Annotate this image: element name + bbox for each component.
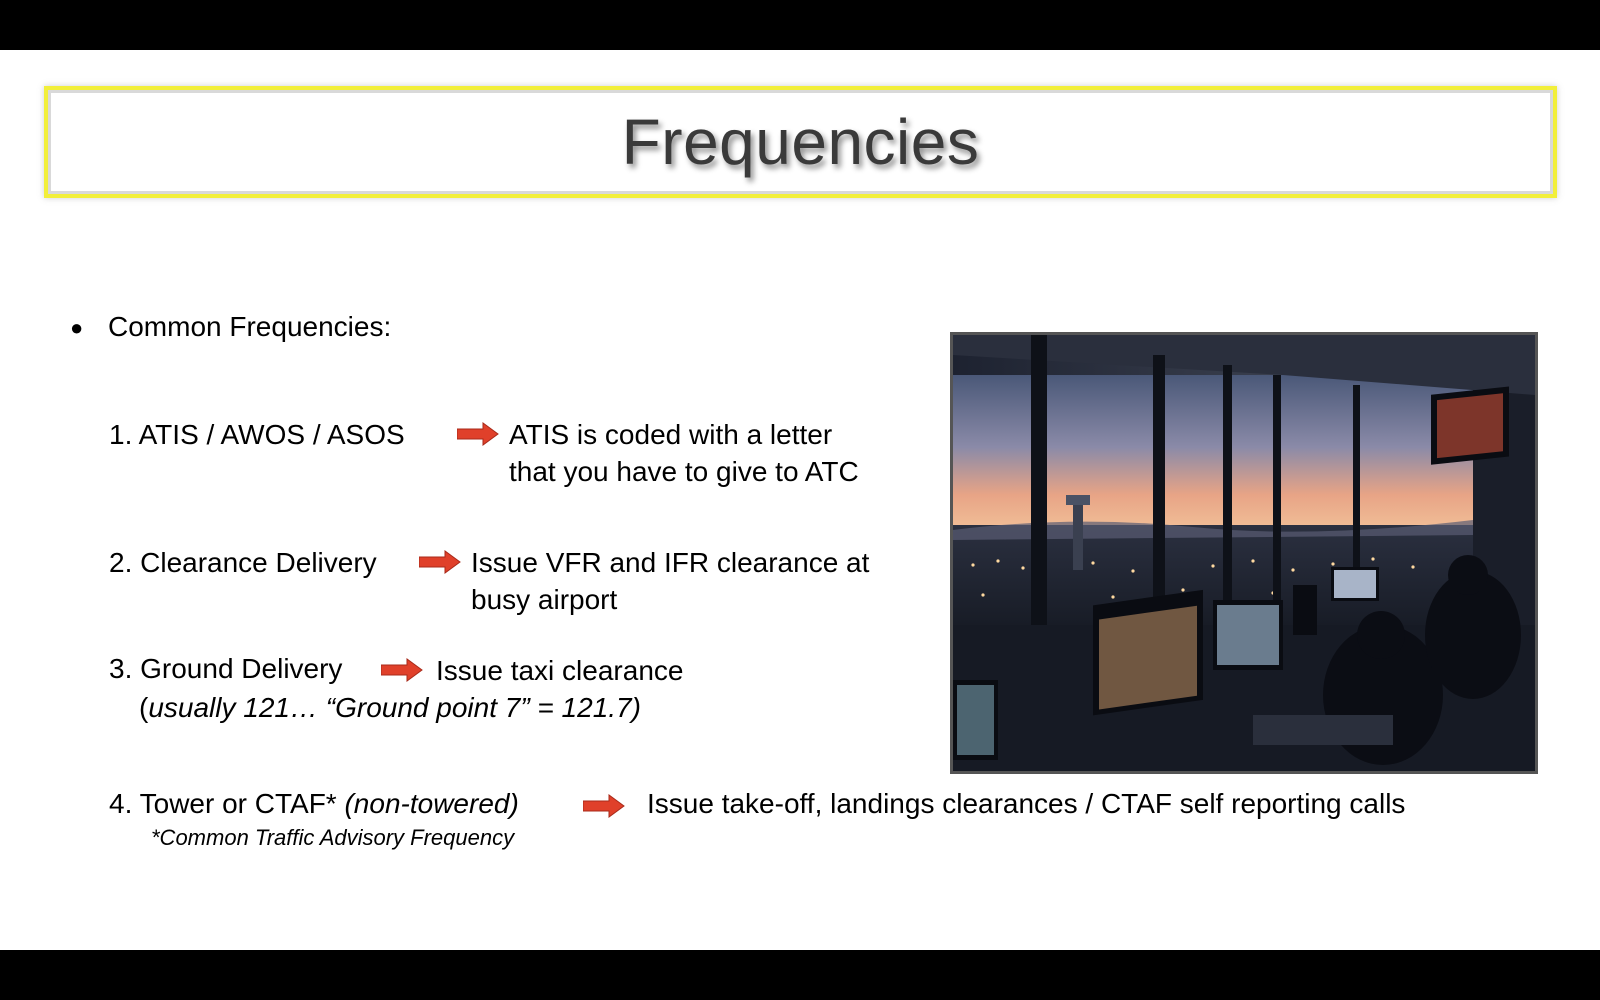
right-arrow-icon <box>457 422 499 446</box>
intro-text: Common Frequencies: <box>108 311 392 342</box>
item-3-label: 3. Ground Delivery <box>109 653 343 684</box>
title-box <box>44 86 1557 198</box>
item-3-sub-italic: usually 121… “Ground point 7” = 121.7) <box>148 692 641 723</box>
item-2-desc-line2: busy airport <box>471 584 618 615</box>
item-4-desc: Issue take-off, landings clearances / CTAF self reporting calls <box>647 788 1406 819</box>
item-4-label <box>109 785 519 822</box>
bullet-dot-icon: ● <box>70 315 84 340</box>
control-tower-photo <box>950 332 1538 774</box>
right-arrow-icon <box>583 794 625 818</box>
slide-title: Frequencies <box>621 106 980 178</box>
item-1-desc-line1: ATIS is coded with a letter <box>509 419 833 450</box>
item-4-footnote: *Common Traffic Advisory Frequency <box>151 825 515 850</box>
item-2-label: 2. Clearance Delivery <box>109 547 377 578</box>
control-tower-illustration <box>953 335 1535 771</box>
letterbox-top <box>0 0 1600 50</box>
item-2-desc-line1: Issue VFR and IFR clearance at <box>471 547 870 578</box>
item-1-label: 1. ATIS / AWOS / ASOS <box>109 419 405 450</box>
right-arrow-icon <box>419 550 461 574</box>
slide <box>0 50 1600 950</box>
item-3-sub-open: ( <box>139 692 149 723</box>
right-arrow-icon <box>381 658 423 682</box>
item-4-label-plain: 4. Tower or CTAF* <box>109 788 337 819</box>
item-3-sub <box>139 689 641 726</box>
item-4-label-italic: (non-towered) <box>344 788 519 819</box>
letterbox-bottom <box>0 950 1600 1000</box>
item-1-desc-line2: that you have to give to ATC <box>509 456 859 487</box>
item-3-desc-line1: Issue taxi clearance <box>436 655 684 686</box>
